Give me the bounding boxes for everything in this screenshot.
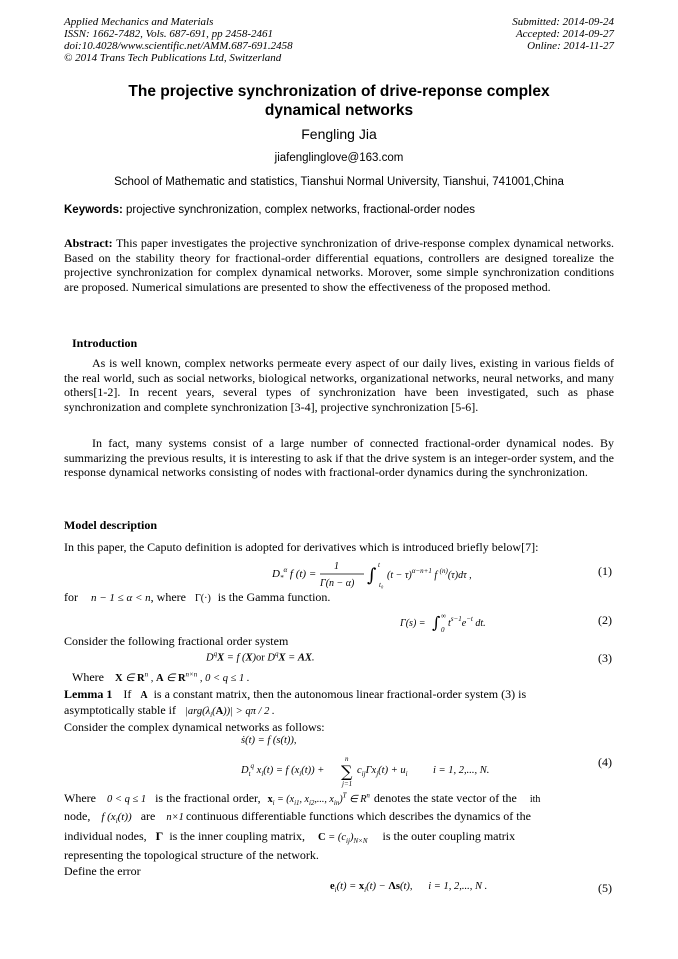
title-line-1: The projective synchronization of drive-reponse complex <box>128 83 550 100</box>
svg-text:Γ(s) =: Γ(s) = <box>400 618 426 629</box>
svg-text:0: 0 <box>441 626 445 633</box>
accepted-date: Accepted: 2014-09-27 <box>515 28 614 40</box>
keywords-label: Keywords: <box>64 204 123 216</box>
frac-order-text: is the fractional order, <box>155 791 261 805</box>
svg-text:Dtq xi(t) = f (xi(t)) +: $D_t^q$ $x_i(t) = f$ $(x_i(t))$ + <box>241 762 325 778</box>
equation-3: $D^qX = f$ (X)or $D^qX$ = AX. <box>206 650 315 664</box>
n-by-1: n×1 <box>166 812 184 823</box>
intro-paragraph-1: As is well known, complex networks permeate every aspect of our daily lives, existing in various fields of the real world, such as social networks, biological networks, organizational networks, neural networks, and many others[1-2]. In recent years, several types of synchronization have been investigated, such as phase synchronization and complete synchronization [3-4], projective synchronization [5-6]. <box>64 356 614 414</box>
state-vector: $x_i = (x_{i1}$, $x_{i2}$,..., $x_{in})^T$ ∈ $R^n$ <box>267 791 370 807</box>
equation-5: $e_i(t) = x_i(t) - \Lambda s(t)$, i = 1, 2,..., N . <box>330 881 488 895</box>
svg-text:∫: ∫ <box>367 565 377 586</box>
alpha-condition: n − 1 ≤ α < n <box>91 592 151 604</box>
equation-2-svg <box>400 611 540 633</box>
svg-text:∫: ∫ <box>432 613 441 632</box>
intro-heading: Introduction <box>72 336 138 350</box>
intro-paragraph-2: In fact, many systems consist of a large number of connected fractional-order dynamical nodes. By summarizing the previous results, it is interesting to ask if that the drive system is an integer-order system, and the response dynamical networks consisting of nodes with fractional-order dynamics during the synchronization. <box>64 436 614 480</box>
equation-2-number: (2) <box>598 613 612 627</box>
represent-line: representing the topological structure of the network. <box>64 848 319 862</box>
svg-text:(t − τ)α−n+1 f (n)(τ)dτ ,: $(t - \tau)^{\alpha-n+1}$ f $^{(n)}$(τ)dτ , <box>387 567 472 581</box>
equation-4-number: (4) <box>598 755 612 769</box>
svg-text:D*α f (t) =: $D_*^\alpha$ f (t) = <box>272 566 317 582</box>
node-line <box>64 809 531 825</box>
svg-text:i = 1, 2,..., N.: i = 1, 2,..., N. <box>433 765 490 776</box>
svg-text:t: t <box>378 561 380 569</box>
svg-text:1: 1 <box>334 561 339 572</box>
equation-2 <box>400 611 540 636</box>
eigenvalue-condition: $|arg(\lambda_i(A))| > q\pi / 2$ . <box>184 706 275 720</box>
equation-1-svg <box>272 557 502 591</box>
lemma-condition-text: asymptotically stable if <box>64 703 176 717</box>
dates-header <box>512 16 614 52</box>
outer-coupling-text: is the outer coupling matrix <box>382 829 516 843</box>
copyright: © 2014 Trans Tech Publications Ltd, Switzerland <box>64 52 282 64</box>
author-email: jiafenglinglove@163.com <box>274 152 404 164</box>
svg-text:j=1: j=1 <box>342 780 353 788</box>
inner-coupling-text: is the inner coupling matrix, <box>169 829 305 843</box>
svg-text:Γ(n − α): Γ(n − α) <box>320 578 355 589</box>
submitted-date: Submitted: 2014-09-24 <box>512 16 614 28</box>
affiliation: School of Mathematic and statistics, Tianshui Normal University, Tianshui, 741001,China <box>114 176 564 188</box>
where-word-2: Where <box>64 791 96 805</box>
svg-text:∑: ∑ <box>341 762 353 781</box>
abstract-text: This paper investigates the projective synchronization of drive-response complex dynamical networks. Based on the stability theory for fractional-order differential equations, controllers are designed torealize the projective synchronization for complex dynamical networks. Morover, some simple synchronization conditions are proposed. Numerical simulations are presented to show the effectiveness of the proposed method. <box>64 236 614 294</box>
svg-text:t₀: t₀ <box>379 581 384 589</box>
lemma-text: is a constant matrix, then the autonomous linear fractional-order system (3) is <box>153 687 527 701</box>
model-intro-line: In this paper, the Caputo definition is adopted for derivatives which is introduced briefly below[7]: <box>64 540 539 554</box>
equation-4a: ṡ(t) = f (s(t)), <box>241 735 297 746</box>
consider-line-1: Consider the following fractional order system <box>64 634 289 648</box>
gamma-symbol: Γ(·) <box>195 593 211 604</box>
gamma-matrix-symbol: Γ <box>155 829 164 843</box>
abstract <box>64 236 614 294</box>
svg-text:∞: ∞ <box>441 612 446 620</box>
where-word-1: Where <box>72 670 104 684</box>
keywords-text: projective synchronization, complex networks, fractional-order nodes <box>126 204 475 216</box>
svg-text:ts−1e−t dt.: $t^{s-1}e^{-t}$ dt. <box>448 615 486 629</box>
node-desc: continuous differentiable functions which describes the dynamics of the <box>185 809 531 823</box>
where-condition: X ∈ $R^n$ , A ∈ $R^{n\times n}$ , 0 < q ≤ 1 . <box>114 670 250 684</box>
title-line-2: dynamical networks <box>264 102 414 119</box>
individual-line <box>64 829 515 845</box>
matrix-a-symbol: A <box>140 690 148 701</box>
are-word: are <box>140 809 156 823</box>
equation-3-number: (3) <box>598 651 612 665</box>
lemma-line-1 <box>64 687 526 702</box>
where-line-1 <box>72 670 250 685</box>
individual-nodes-text: individual nodes, <box>64 829 147 843</box>
online-date: Online: 2014-11-27 <box>527 40 614 52</box>
doi: doi:10.4028/www.scientific.net/AMM.687-691.2458 <box>64 40 293 52</box>
node-word: node, <box>64 809 91 823</box>
author-name: Fengling Jia <box>301 126 377 142</box>
journal-name: Applied Mechanics and Materials <box>64 16 214 28</box>
equation-1-number: (1) <box>598 564 612 578</box>
where-line-2 <box>64 791 540 807</box>
lemma-line-2 <box>64 703 275 719</box>
for-word: for <box>64 590 78 604</box>
paper-title <box>64 82 614 120</box>
equation-4b <box>241 752 501 791</box>
outer-coupling-matrix: $C = (c_{ij})_{N\times N}$ <box>317 832 368 846</box>
state-vector-text: denotes the state vector of the <box>373 791 517 805</box>
ith-word: ith <box>529 794 541 805</box>
journal-header <box>64 16 293 64</box>
gamma-desc: is the Gamma function. <box>217 590 331 604</box>
node-function: f $(x_i(t))$ <box>101 811 132 826</box>
equation-4b-svg <box>241 752 501 788</box>
svg-text:n: n <box>345 755 349 763</box>
abstract-label: Abstract: <box>64 236 113 250</box>
define-line: Define the error <box>64 864 141 878</box>
issn: ISSN: 1662-7482, Vols. 687-691, pp 2458-2461 <box>64 28 273 40</box>
lemma-label: Lemma 1 <box>64 687 113 701</box>
keywords <box>64 204 475 216</box>
lemma-if: If <box>123 687 132 701</box>
equation-1 <box>272 557 502 594</box>
for-line <box>64 590 330 605</box>
where-word: , where <box>150 590 186 604</box>
consider-line-2: Consider the complex dynamical networks as follows: <box>64 720 325 734</box>
model-heading: Model description <box>64 518 157 532</box>
q-range: 0 < q ≤ 1 <box>106 794 147 805</box>
equation-5-number: (5) <box>598 881 612 895</box>
svg-text:cijΓxj(t) + ui: $c_{ij}\Gamma x_j(t) + u_i$ <box>357 765 408 778</box>
